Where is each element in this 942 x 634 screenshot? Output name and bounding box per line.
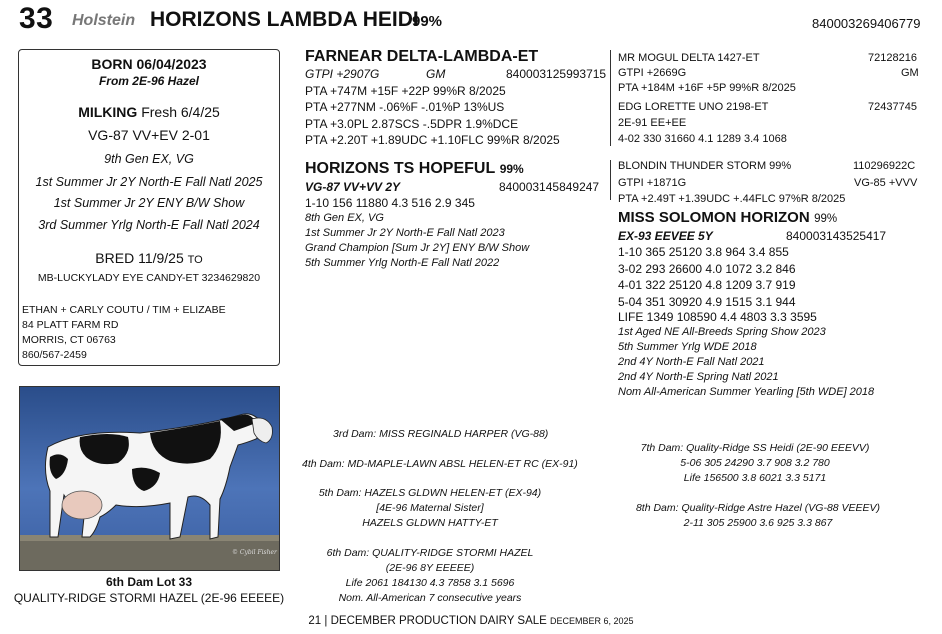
- sire-name: FARNEAR DELTA-LAMBDA-ET: [305, 48, 539, 65]
- address-2: MORRIS, CT 06763: [22, 334, 116, 346]
- sire-dam-name: EDG LORETTE UNO 2198-ET: [618, 101, 769, 113]
- dam-header: HORIZONS TS HOPEFUL 99%: [305, 160, 524, 177]
- photo-signature: © Cybil Fisher: [232, 549, 277, 556]
- born-date: BORN 06/04/2023: [91, 56, 207, 72]
- dam-registration: 840003145849247: [499, 180, 600, 194]
- phone: 860/567-2459: [22, 349, 87, 361]
- award-2: 1st Summer Jr 2Y ENY B/W Show: [53, 196, 245, 210]
- fourth-dam: 4th Dam: MD-MAPLE-LAWN ABSL HELEN-ET RC (EX-91): [302, 458, 578, 470]
- dam-dam-record: 5-04 351 30920 4.9 1515 3.1 944: [618, 294, 796, 309]
- dam-dam-award: Nom All-American Summer Yearling [5th WDE] 2018: [618, 386, 875, 398]
- generation: 9th Gen EX, VG: [104, 152, 194, 166]
- sire-sire-pta: PTA +184M +16F +5P 99%R 8/2025: [618, 82, 796, 94]
- classification-score: VG-87 VV+EV 2-01: [88, 127, 210, 143]
- lot-number: 33: [19, 2, 54, 35]
- photo-caption-1: 6th Dam Lot 33: [105, 575, 192, 589]
- sale-date: DECEMBER 6, 2025: [550, 616, 634, 626]
- photo-caption-2: QUALITY-RIDGE STORMI HAZEL (2E-96 EEEEE): [13, 591, 285, 605]
- sire-sire-reg: 72128216: [868, 52, 917, 64]
- seventh-dam-life: Life 156500 3.8 6021 3.3 5171: [683, 472, 827, 484]
- page-number: 21: [308, 615, 322, 627]
- dam-sire-reg: 110296922C: [853, 160, 916, 172]
- dam-dam-record: 4-01 322 25120 4.8 1209 3.7 919: [618, 278, 796, 292]
- fifth-dam: 5th Dam: HAZELS GLDWN HELEN-ET (EX-94): [318, 487, 542, 499]
- award-3: 3rd Summer Yrlg North-E Fall Natl 2024: [38, 218, 260, 232]
- milking-status: MILKING Fresh 6/4/25: [78, 104, 220, 120]
- sire-gm: GM: [426, 67, 446, 81]
- dam-record: 1-10 156 11880 4.3 516 2.9 345: [305, 196, 475, 210]
- sire-registration: 840003125993715: [506, 67, 607, 81]
- cow-photo: [19, 386, 280, 571]
- eighth-dam-record: 2-11 305 25900 3.6 925 3.3 867: [683, 517, 833, 529]
- dam-sire-gtpi: GTPI +1871G: [618, 177, 687, 189]
- dam-dam-award: 1st Aged NE All-Breeds Spring Show 2023: [618, 326, 826, 338]
- from-dam: From 2E-96 Hazel: [98, 74, 200, 88]
- footer: 21 | DECEMBER PRODUCTION DAIRY SALE DECEMBER 6, 2025: [308, 615, 634, 627]
- dam-generation: 8th Gen EX, VG: [305, 212, 384, 224]
- divider-sire: [610, 50, 611, 146]
- dam-sire-score: VG-85 +VVV: [854, 177, 918, 189]
- award-1: 1st Summer Jr 2Y North-E Fall Natl 2025: [35, 175, 263, 189]
- dam-dam-record: LIFE 1349 108590 4.4 4803 3.3 3595: [618, 310, 817, 324]
- sale-name: DECEMBER PRODUCTION DAIRY SALE: [330, 615, 547, 627]
- cow-percent: 99%: [412, 13, 443, 30]
- breed-label: Holstein: [72, 12, 136, 29]
- cow-name: HORIZONS LAMBDA HEIDI: [150, 8, 419, 31]
- dam-dam-reg: 840003143525417: [786, 229, 887, 243]
- dam-award-2: Grand Champion [Sum Jr 2Y] ENY B/W Show: [305, 242, 530, 254]
- seventh-dam: 7th Dam: Quality-Ridge SS Heidi (2E-90 EEEVV): [640, 442, 870, 454]
- sire-sire-gtpi: GTPI +2669G: [618, 67, 687, 79]
- dam-dam-record: 3-02 293 26600 4.0 1072 3.2 846: [618, 261, 796, 276]
- bred-sire: MB-LUCKYLADY EYE CANDY-ET 3234629820: [37, 272, 261, 284]
- sire-dam-record: 4-02 330 31660 4.1 1289 3.4 1068: [618, 133, 787, 145]
- cow-illustration: [20, 387, 280, 571]
- eighth-dam: 8th Dam: Quality-Ridge Astre Hazel (VG-88 VEEEV): [635, 502, 881, 514]
- divider-dam: [610, 160, 611, 200]
- cow-registration: 840003269406779: [812, 16, 921, 31]
- sixth-dam-award: Nom. All-American 7 consecutive years: [338, 592, 522, 604]
- fifth-dam-sister: HAZELS GLDWN HATTY-ET: [362, 517, 498, 529]
- sire-gtpi: GTPI +2907G: [305, 67, 380, 81]
- sixth-dam-score: (2E-96 8Y EEEEE): [385, 562, 475, 574]
- dam-sire-pta: PTA +2.49T +1.39UDC +.44FLC 97%R 8/2025: [618, 193, 846, 205]
- sire-dam-score: 2E-91 EE+EE: [618, 117, 687, 129]
- seventh-dam-record: 5-06 305 24290 3.7 908 3.2 780: [680, 457, 830, 469]
- owner: ETHAN + CARLY COUTU / TIM + ELIZABE: [22, 304, 226, 316]
- dam-award-1: 1st Summer Jr 2Y North-E Fall Natl 2023: [305, 227, 505, 239]
- sire-pta-2: PTA +277NM -.06%F -.01%P 13%US: [305, 100, 505, 114]
- address-1: 84 PLATT FARM RD: [22, 319, 119, 331]
- bred-date: BRED 11/9/25 TO: [95, 250, 203, 266]
- dam-award-3: 5th Summer Yrlg North-E Fall Natl 2022: [305, 257, 500, 269]
- dam-dam-award: 5th Summer Yrlg WDE 2018: [618, 341, 757, 353]
- sire-sire-name: MR MOGUL DELTA 1427-ET: [618, 52, 760, 64]
- dam-dam-award: 2nd 4Y North-E Spring Natl 2021: [618, 371, 779, 383]
- sixth-dam: 6th Dam: QUALITY-RIDGE STORMI HAZEL: [326, 547, 534, 559]
- dam-dam-award: 2nd 4Y North-E Fall Natl 2021: [618, 356, 765, 368]
- fifth-dam-note: [4E-96 Maternal Sister]: [376, 502, 484, 514]
- dam-score: VG-87 VV+VV 2Y: [305, 180, 401, 194]
- sire-pta-4: PTA +2.20T +1.89UDC +1.10FLC 99%R 8/2025: [305, 133, 560, 147]
- third-dam: 3rd Dam: MISS REGINALD HARPER (VG-88): [333, 428, 549, 440]
- dam-dam-record: 1-10 365 25120 3.8 964 3.4 855: [618, 245, 789, 259]
- sire-sire-gm: GM: [901, 67, 919, 79]
- dam-dam-header: MISS SOLOMON HORIZON 99%: [618, 209, 838, 226]
- dam-sire-name: BLONDIN THUNDER STORM 99%: [618, 160, 792, 172]
- sixth-dam-life: Life 2061 184130 4.3 7858 3.1 5696: [345, 577, 515, 589]
- sire-dam-reg: 72437745: [868, 101, 917, 113]
- sire-pta-3: PTA +3.0PL 2.87SCS -.5DPR 1.9%DCE: [305, 116, 519, 131]
- dam-dam-score: EX-93 EEVEE 5Y: [618, 229, 713, 243]
- sire-pta-1: PTA +747M +15F +22P 99%R 8/2025: [305, 83, 506, 98]
